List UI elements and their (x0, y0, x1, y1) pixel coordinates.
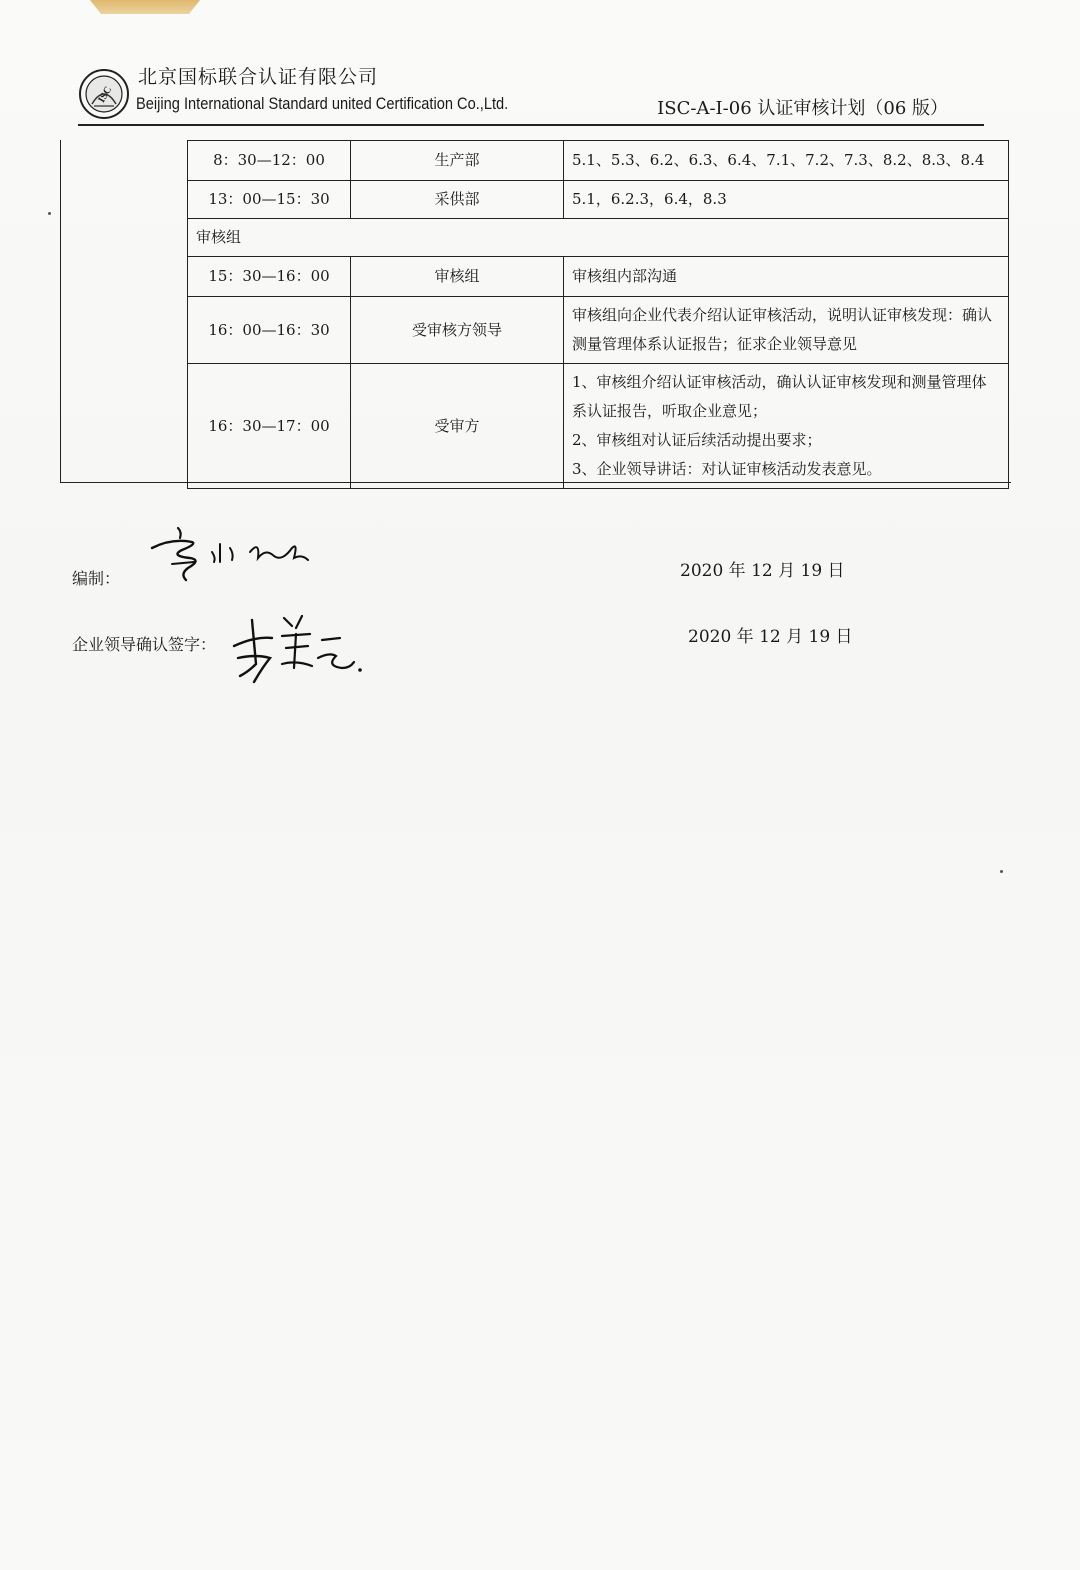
dept-cell: 生产部 (351, 141, 564, 181)
content-cell (564, 181, 1009, 219)
content-line: 5.1、5.3、6.2、6.3、6.4、7.1、7.2、7.3、8.2、8.3、8.4 (572, 151, 985, 169)
header-divider (78, 124, 984, 126)
dept-cell: 受审方 (351, 364, 564, 489)
table-row (188, 364, 1009, 489)
leader-confirm-label: 企业领导确认签字： (72, 635, 217, 654)
prepared-by-label: 编制： (72, 569, 121, 588)
content-line: 2、审核组对认证后续活动提出要求； (572, 431, 822, 449)
content-line: 审核组向企业代表介绍认证审核活动，说明认证审核发现：确认测量管理体系认证报告；征求企业领导意见 (572, 306, 993, 353)
paper-speck (1000, 870, 1003, 873)
document-code: ISC-A-I-06 认证审核计划（06 版） (657, 98, 948, 119)
outer-date-column (61, 140, 188, 482)
company-name-cn: 北京国标联合认证有限公司 (138, 66, 379, 88)
content-cell (564, 141, 1009, 181)
table-row (188, 257, 1009, 297)
time-cell: 13：00—15：30 (188, 181, 351, 219)
paper-corner (90, 0, 200, 14)
dept-cell: 采供部 (351, 181, 564, 219)
time-cell: 8：30—12：00 (188, 141, 351, 181)
dept-cell: 受审核方领导 (351, 297, 564, 364)
content-cell (564, 297, 1009, 364)
content-cell (564, 257, 1009, 297)
content-line: 审核组内部沟通 (572, 267, 678, 285)
company-name-en: Beijing International Standard united Certification Co.,Ltd. (136, 94, 509, 113)
time-cell: 15：30—16：00 (188, 257, 351, 297)
paper-speck (48, 212, 51, 215)
content-cell (564, 364, 1009, 489)
group-label-cell: 审核组 (188, 219, 1009, 257)
time-cell: 16：00—16：30 (188, 297, 351, 364)
logo-text: ISC (96, 84, 115, 105)
prepared-signature-icon (142, 518, 312, 584)
content-line: 5.1，6.2.3，6.4，8.3 (572, 190, 727, 208)
leader-signature-icon (226, 606, 366, 690)
table-row (188, 141, 1009, 181)
content-line: 3、企业领导讲话：对认证审核活动发表意见。 (572, 460, 882, 478)
prepared-date: 2020 年 12 月 19 日 (680, 561, 845, 581)
leader-date: 2020 年 12 月 19 日 (688, 627, 853, 647)
content-line: 1、审核组介绍认证审核活动，确认认证审核发现和测量管理体系认证报告，听取企业意见； (572, 373, 987, 420)
table-row (188, 181, 1009, 219)
dept-cell: 审核组 (351, 257, 564, 297)
document-header (78, 60, 984, 126)
schedule-table-frame (60, 140, 1011, 483)
company-logo-icon (78, 68, 130, 120)
table-row (188, 297, 1009, 364)
time-cell: 16：30—17：00 (188, 364, 351, 489)
table-row (188, 219, 1009, 257)
schedule-table (187, 140, 1009, 489)
